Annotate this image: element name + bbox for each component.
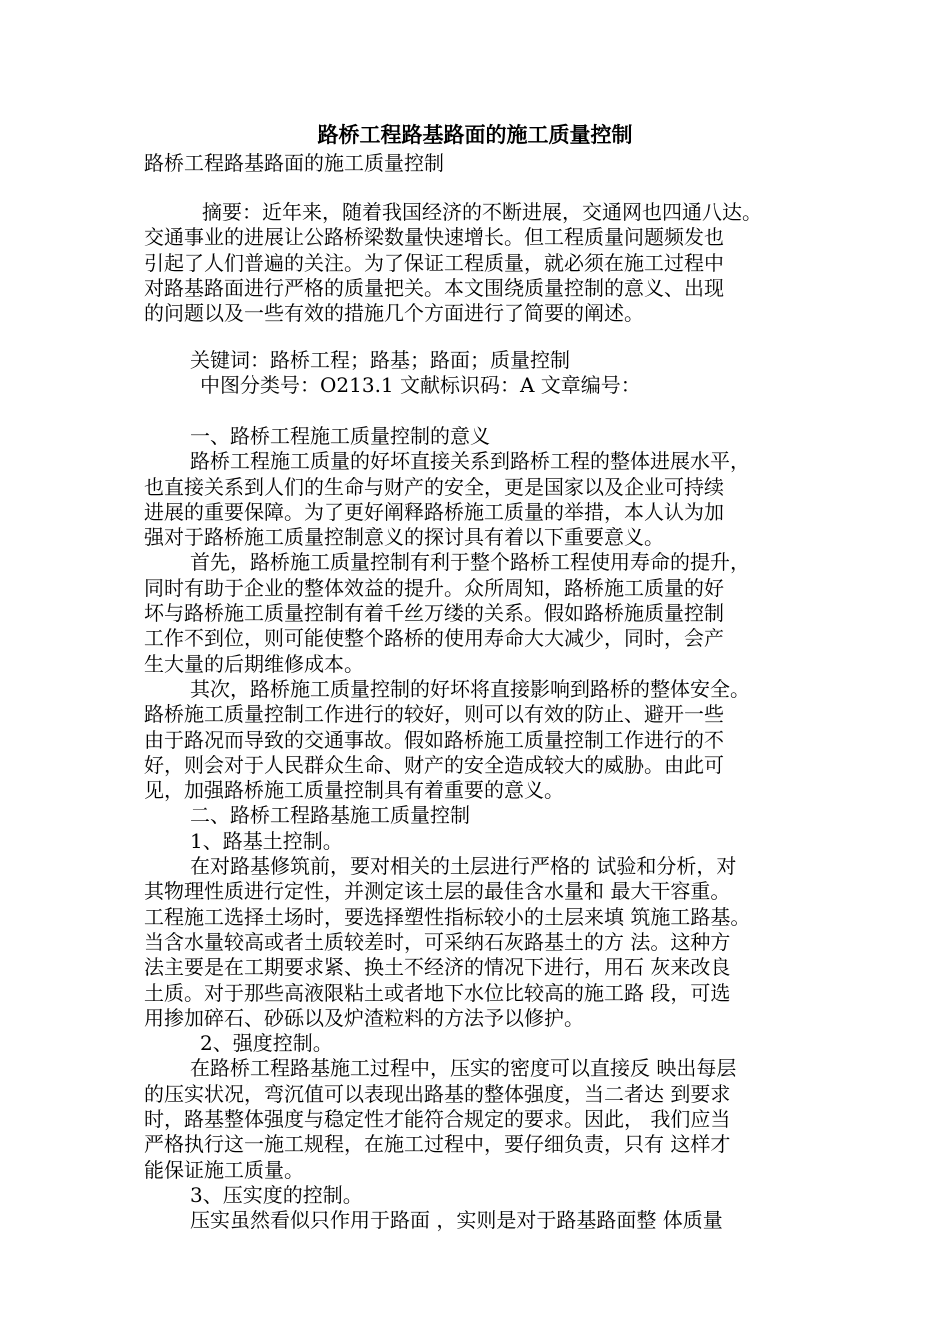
abstract	[144, 200, 824, 326]
subsection-heading: 1、路基土控制。	[190, 828, 343, 853]
body-line: 同时有助于企业的整体效益的提升。众所周知，路桥施工质量的好	[144, 575, 724, 600]
meta	[144, 348, 824, 399]
body-line: 好，则会对于人民群众生命、财产的安全造成较大的威胁。由此可	[144, 752, 724, 777]
body-line: 路桥工程施工质量的好坏直接关系到路桥工程的整体进展水平，	[190, 449, 750, 474]
body-line: 工作不到位，则可能使整个路桥的使用寿命大大减少，同时，会产	[144, 626, 724, 651]
body-line: 法主要是在工期要求紧、换土不经济的情况下进行，用石 灰来改良	[144, 955, 731, 980]
abstract-line: 对路基路面进行严格的质量把关。本文围绕质量控制的意义、出现	[144, 275, 724, 300]
body-line: 也直接关系到人们的生命与财产的安全，更是国家以及企业可持续	[144, 474, 724, 499]
section-heading: 二、路桥工程路基施工质量控制	[190, 803, 470, 828]
body-line: 其物理性质进行定性，并测定该土层的最佳含水量和 最大干容重。	[144, 879, 731, 904]
body-line: 土质。对于那些高液限粘土或者地下水位比较高的施工路 段，可选	[144, 980, 731, 1005]
body-line: 压实虽然看似只作用于路面 ，实则是对于路基路面整 体质量	[190, 1208, 723, 1233]
body-line: 由于路况而导致的交通事故。假如路桥施工质量控制工作进行的不	[144, 727, 724, 752]
body-line: 首先，路桥施工质量控制有利于整个路桥工程使用寿命的提升，	[190, 550, 750, 575]
subsection-heading: 2、强度控制。	[200, 1031, 333, 1056]
abstract-line: 的问题以及一些有效的措施几个方面进行了简要的阐述。	[144, 301, 644, 326]
body-line: 生大量的后期维修成本。	[144, 651, 364, 676]
abstract-line: 交通事业的进展让公路桥梁数量快速增长。但工程质量问题频发也	[144, 225, 724, 250]
body-line: 能保证施工质量。	[144, 1157, 304, 1182]
body-line: 在对路基修筑前，要对相关的土层进行严格的 试验和分析，对	[190, 854, 737, 879]
body	[144, 424, 824, 1234]
abstract-line: 引起了人们普遍的关注。为了保证工程质量，就必须在施工过程中	[144, 250, 724, 275]
body-line: 见，加强路桥施工质量控制具有着重要的意义。	[144, 778, 564, 803]
body-line: 坏与路桥施工质量控制有着千丝万缕的关系。假如路桥施质量控制	[144, 601, 724, 626]
body-line: 工程施工选择土场时，要选择塑性指标较小的土层来填 筑施工路基。	[144, 904, 751, 929]
body-line: 在路桥工程路基施工过程中，压实的密度可以直接反 映出每层	[190, 1056, 737, 1081]
document-title: 路桥工程路基路面的施工质量控制	[317, 122, 633, 147]
keywords: 关键词：路桥工程；路基；路面；质量控制	[190, 348, 570, 372]
subsection-heading: 3、压实度的控制。	[190, 1182, 363, 1207]
body-line: 当含水量较高或者土质较差时，可采纳石灰路基土的方 法。这种方	[144, 929, 731, 954]
body-line: 时，路基整体强度与稳定性才能符合规定的要求。因此， 我们应当	[144, 1107, 731, 1132]
body-line: 其次，路桥施工质量控制的好坏将直接影响到路桥的整体安全。	[190, 676, 750, 701]
body-line: 用掺加碎石、砂砾以及炉渣粒料的方法予以修护。	[144, 1005, 584, 1030]
body-line: 强对于路桥施工质量控制意义的探讨具有着以下重要意义。	[144, 525, 664, 550]
body-line: 的压实状况，弯沉值可以表现出路基的整体强度，当二者达 到要求	[144, 1081, 731, 1106]
body-line: 路桥施工质量控制工作进行的较好，则可以有效的防止、避开一些	[144, 702, 724, 727]
classification: 中图分类号：O213.1 文献标识码：A 文章编号：	[200, 373, 641, 398]
section-heading: 一、路桥工程施工质量控制的意义	[190, 424, 490, 448]
body-line: 严格执行这一施工规程，在施工过程中，要仔细负责，只有 这样才	[144, 1132, 731, 1157]
body-line: 进展的重要保障。为了更好阐释路桥施工质量的举措，本人认为加	[144, 499, 724, 524]
abstract-line: 摘要：近年来，随着我国经济的不断进展，交通网也四通八达。	[202, 200, 762, 224]
document-subtitle: 路桥工程路基路面的施工质量控制	[144, 151, 444, 175]
